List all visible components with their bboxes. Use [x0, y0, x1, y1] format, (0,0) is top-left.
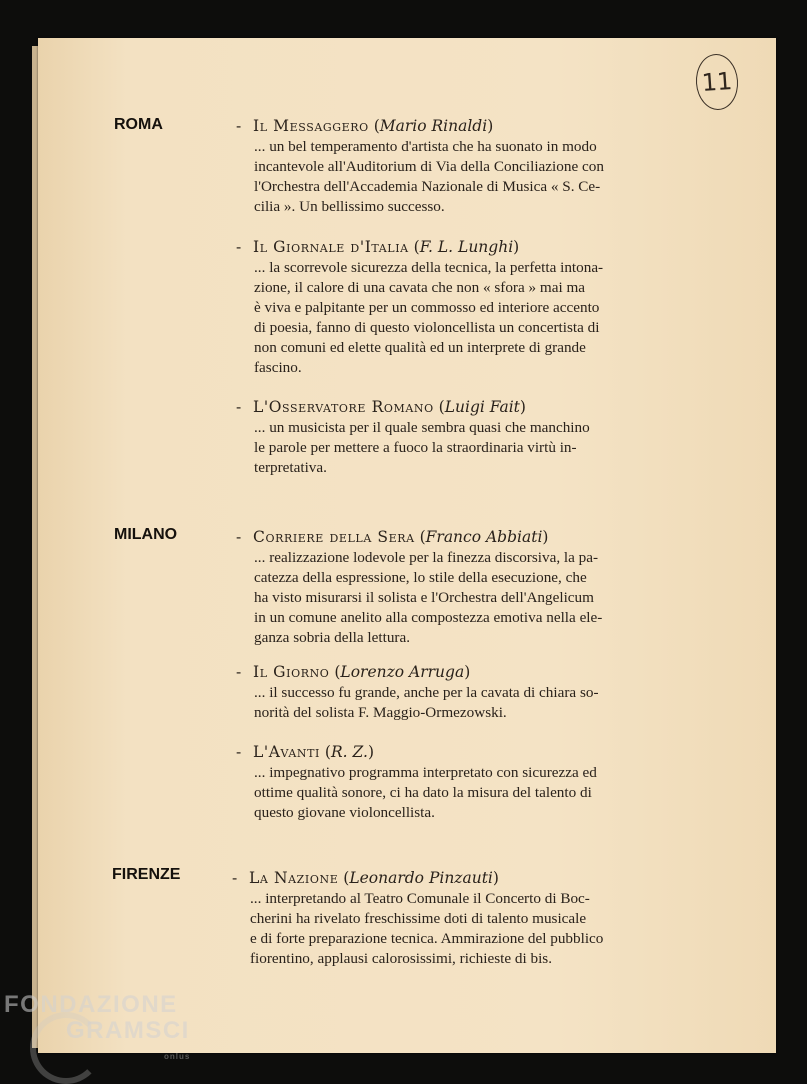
- quote-line: è viva e palpitante per un commosso ed interiore accento: [254, 299, 600, 316]
- review-entry: [236, 116, 696, 217]
- quote-line: catezza della espressione, lo stile della esecuzione, che: [254, 569, 587, 586]
- quote-line: l'Orchestra dell'Accademia Nazionale di Musica « S. Ce-: [254, 178, 601, 195]
- publication-name: Il Messaggero: [253, 117, 369, 135]
- quote-line: ... realizzazione lodevole per la finezza discorsiva, la pa-: [254, 549, 599, 566]
- critic-name: R. Z.: [330, 743, 368, 761]
- quote-line: ganza sobria della lettura.: [254, 629, 411, 646]
- quote-line: zione, il calore di una cavata che non « sfora » mai ma: [254, 279, 586, 296]
- review-heading: - Corriere della Sera (Franco Abbiati): [236, 528, 549, 546]
- review-heading: - L'Avanti (R. Z.): [236, 743, 374, 761]
- city-heading-firenze: FIRENZE: [112, 866, 181, 883]
- publication-name: L'Avanti: [253, 743, 320, 761]
- review-quote: [254, 418, 696, 478]
- quote-line: ... un musicista per il quale sembra quasi che manchino: [254, 419, 590, 436]
- quote-line: in un comune anelito alla compostezza emotiva nella ele-: [254, 609, 603, 626]
- quote-line: ha visto misurarsi il solista e l'Orchestra dell'Angelicum: [254, 589, 594, 606]
- page-number: 11: [694, 53, 740, 112]
- quote-line: incantevole all'Auditorium di Via della Conciliazione con: [254, 158, 604, 175]
- quote-line: fiorentino, applausi calorosissimi, richieste di bis.: [250, 950, 553, 967]
- quote-line: le parole per mettere a fuoco la straordinaria virtù in-: [254, 439, 577, 456]
- quote-line: e di forte preparazione tecnica. Ammirazione del pubblico: [250, 930, 604, 947]
- quote-line: ... il successo fu grande, anche per la cavata di chiara so-: [254, 684, 599, 701]
- publication-name: Corriere della Sera: [253, 528, 415, 546]
- quote-line: ... interpretando al Teatro Comunale il Concerto di Boc-: [250, 890, 590, 907]
- review-quote: [254, 137, 696, 217]
- critic-name: Lorenzo Arruga: [340, 663, 465, 681]
- quote-line: cherini ha rivelato freschissime doti di talento musicale: [250, 910, 587, 927]
- review-quote: [254, 763, 696, 823]
- quote-line: fascino.: [254, 359, 302, 376]
- review-heading: - La Nazione (Leonardo Pinzauti): [232, 869, 499, 887]
- quote-line: ... un bel temperamento d'artista che ha suonato in modo: [254, 138, 597, 155]
- quote-line: ... la scorrevole sicurezza della tecnica, la perfetta intona-: [254, 259, 604, 276]
- quote-line: norità del solista F. Maggio-Ormezowski.: [254, 704, 507, 721]
- review-quote: [254, 548, 696, 648]
- review-heading: - L'Osservatore Romano (Luigi Fait): [236, 398, 526, 416]
- review-entry: [236, 237, 696, 378]
- review-quote: [254, 683, 696, 723]
- review-entry: [236, 397, 696, 478]
- publication-name: Il Giornale d'Italia: [253, 238, 409, 256]
- watermark-line1: FONDAZIONE: [4, 991, 178, 1018]
- quote-line: cilia ». Un bellissimo successo.: [254, 198, 445, 215]
- critic-name: F. L. Lunghi: [419, 238, 514, 256]
- publication-name: Il Giorno: [253, 663, 330, 681]
- publication-name: La Nazione: [249, 869, 339, 887]
- city-heading-roma: ROMA: [114, 116, 163, 133]
- watermark-line2: GRAMSCI: [66, 1017, 190, 1044]
- quote-line: ottime qualità sonore, ci ha dato la misura del talento di: [254, 784, 592, 801]
- review-entry: [232, 868, 692, 969]
- review-heading: - Il Giornale d'Italia (F. L. Lunghi): [236, 238, 520, 256]
- review-quote: [254, 258, 696, 378]
- critic-name: Leonardo Pinzauti: [349, 869, 493, 887]
- critic-name: Luigi Fait: [444, 398, 520, 416]
- watermark: [4, 992, 190, 1070]
- city-heading-milano: MILANO: [114, 526, 178, 543]
- review-entry: [236, 742, 696, 823]
- review-heading: - Il Giorno (Lorenzo Arruga): [236, 663, 471, 681]
- publication-name: L'Osservatore Romano: [253, 398, 434, 416]
- quote-line: non comuni ed elette qualità ed un interprete di grande: [254, 339, 586, 356]
- quote-line: di poesia, fanno di questo violoncellista un concertista di: [254, 319, 600, 336]
- watermark-sub: onlus: [164, 1052, 191, 1061]
- quote-line: ... impegnativo programma interpretato con sicurezza ed: [254, 764, 597, 781]
- critic-name: Mario Rinaldi: [379, 117, 488, 135]
- review-entry: [236, 527, 696, 648]
- quote-line: terpretativa.: [254, 459, 327, 476]
- review-heading: - Il Messaggero (Mario Rinaldi): [236, 117, 494, 135]
- review-entry: [236, 662, 696, 723]
- critic-name: Franco Abbiati: [425, 528, 543, 546]
- quote-line: questo giovane violoncellista.: [254, 804, 435, 821]
- review-quote: [250, 889, 692, 969]
